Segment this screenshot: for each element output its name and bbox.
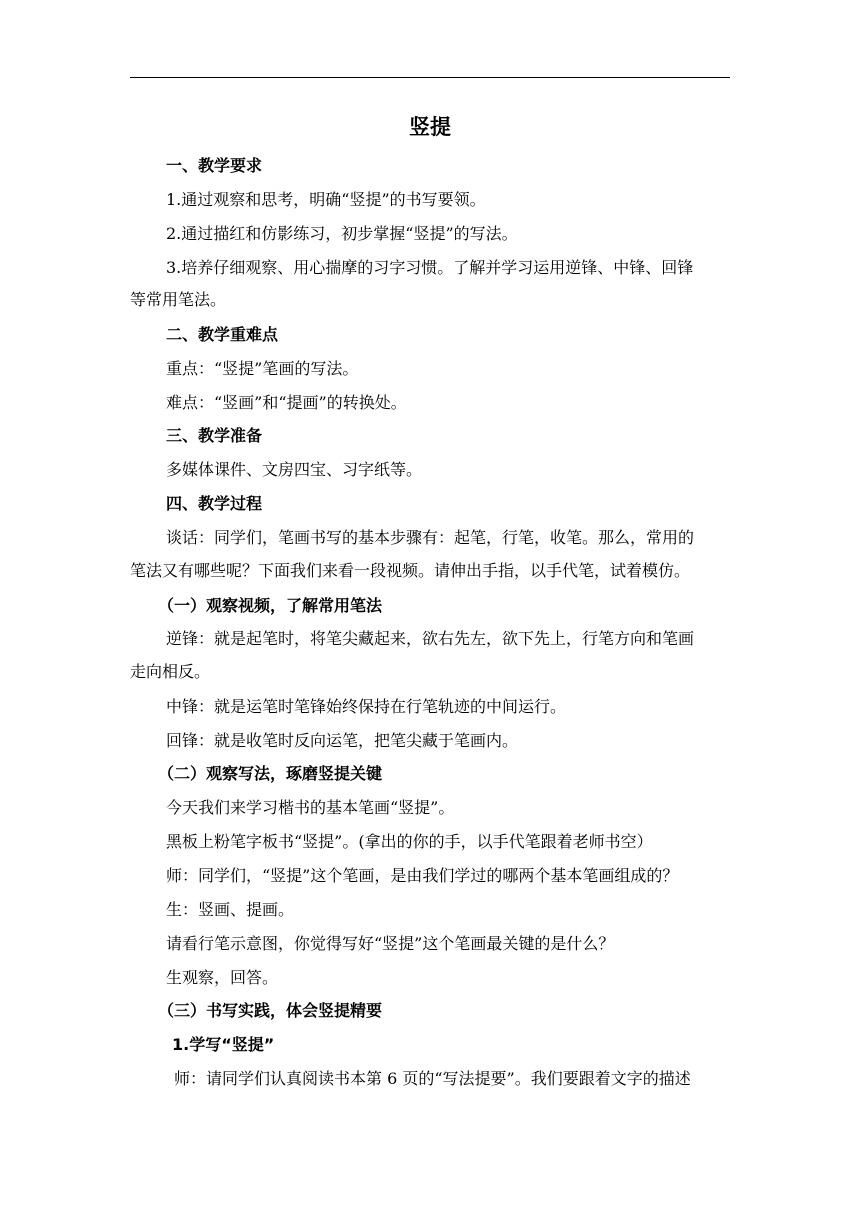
subheading-observe-video: （一）观察视频，了解常用笔法 [158, 596, 383, 615]
paragraph-today: 今天我们来学习楷书的基本笔画“竖提”。 [166, 798, 455, 817]
heading-key-points: 二、教学重难点 [166, 325, 279, 344]
header-rule [130, 77, 730, 78]
paragraph-student-observe: 生观察，回答。 [166, 968, 279, 987]
paragraph-key-point: 重点：“竖提”笔画的写法。 [166, 359, 359, 378]
paragraph-difficult-point: 难点：“竖画”和“提画”的转换处。 [166, 393, 407, 412]
paragraph-intro-line-1: 谈话：同学们，笔画书写的基本步骤有：起笔，行笔，收笔。那么，常用的 [166, 528, 695, 547]
paragraph-preparation: 多媒体课件、文房四宝、习字纸等。 [166, 460, 423, 479]
heading-process: 四、教学过程 [166, 494, 263, 513]
subheading-observe-writing: （二）观察写法，琢磨竖提关键 [158, 764, 383, 783]
paragraph-blackboard: 黑板上粉笔字板书“竖提”。(拿出的你的手，以手代笔跟着老师书空） [166, 832, 653, 851]
paragraph-nifeng-line-1: 逆锋：就是起笔时，将笔尖藏起来，欲右先左，欲下先上，行笔方向和笔画 [166, 629, 695, 648]
item-learn-writing: 1.学写“竖提” [172, 1035, 275, 1054]
paragraph-teacher-question: 师：同学们，“竖提”这个笔画，是由我们学过的哪两个基本笔画组成的？ [166, 866, 679, 885]
paragraph-teacher-instruction: 师：请同学们认真阅读书本第 6 页的“写法提要”。我们要跟着文字的描述 [174, 1069, 691, 1088]
heading-preparation: 三、教学准备 [166, 426, 263, 445]
paragraph-requirement-3-line-2: 等常用笔法。 [130, 290, 227, 309]
paragraph-requirement-2: 2.通过描红和仿影练习，初步掌握“竖提”的写法。 [166, 224, 518, 243]
subheading-practice: （三）书写实践，体会竖提精要 [158, 1001, 383, 1020]
heading-requirements: 一、教学要求 [166, 156, 263, 175]
document-title: 竖提 [409, 115, 451, 139]
paragraph-huifeng: 回锋：就是收笔时反向运笔，把笔尖藏于笔画内。 [166, 731, 519, 750]
paragraph-diagram-question: 请看行笔示意图，你觉得写好“竖提”这个笔画最关键的是什么？ [166, 934, 615, 953]
paragraph-nifeng-line-2: 走向相反。 [130, 662, 211, 681]
paragraph-student-answer: 生：竖画、提画。 [166, 900, 295, 919]
paragraph-requirement-1: 1.通过观察和思考，明确“竖提”的书写要领。 [166, 190, 486, 209]
paragraph-requirement-3-line-1: 3.培养仔细观察、用心揣摩的习字习惯。了解并学习运用逆锋、中锋、回锋 [166, 258, 694, 277]
paragraph-zhongfeng: 中锋：就是运笔时笔锋始终保持在行笔轨迹的中间运行。 [166, 697, 567, 716]
paragraph-intro-line-2: 笔法又有哪些呢？下面我们来看一段视频。请伸出手指，以手代笔，试着模仿。 [130, 561, 691, 580]
